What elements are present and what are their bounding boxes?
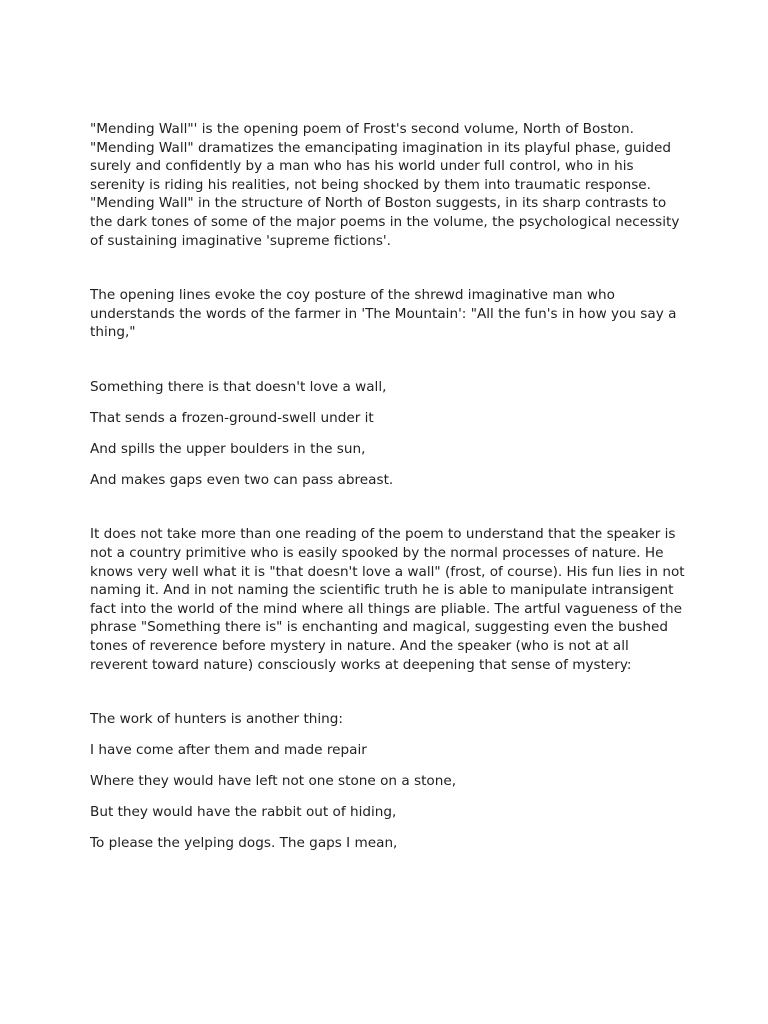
document-page: [90, 120, 690, 853]
poem-line: That sends a frozen-ground-swell under it: [90, 409, 374, 426]
spacer: [90, 250, 690, 286]
paragraph-analysis: It does not take more than one reading of the poem to understand that the speaker is not a country primitive who is easily spooked by the normal processes of nature. He knows very well what it is "that doesn't love a wall" (frost, of course). His fun lies in not naming it. And in not naming the scientific truth he is able to manipulate intransigent fact into the world of the mind where all things are pliable. The artful vagueness of the phrase "Something there is" is enchanting and magical, suggesting even the bushed tones of reverence before mystery in nature. And the speaker (who is not at all reverent toward nature) consciously works at deepening that sense of mystery:: [90, 526, 685, 673]
poem-line: Something there is that doesn't love a wall,: [90, 378, 387, 395]
spacer: [90, 342, 690, 378]
poem-line: But they would have the rabbit out of hiding,: [90, 804, 397, 821]
spacer: [90, 760, 690, 772]
spacer: [90, 397, 690, 409]
spacer: [90, 729, 690, 741]
spacer: [90, 822, 690, 834]
poem-line: Where they would have left not one stone on a stone,: [90, 773, 457, 790]
poem-line: I have come after them and made repair: [90, 742, 367, 759]
poem-line: And makes gaps even two can pass abreast.: [90, 471, 394, 488]
paragraph-intro: "Mending Wall"' is the opening poem of Frost's second volume, North of Boston. "Mending Wall" dramatizes the emancipating imagination in its playful phase, guided surely and confidently by a man who has his world under full control, who in his serenity is riding his realities, not being shocked by them into traumatic response. "Mending Wall" in the structure of North of Boston suggests, in its sharp contrasts to the dark tones of some of the major poems in the volume, the psychological necessity of sustaining imaginative 'supreme fictions'.: [90, 121, 680, 249]
poem-line: And spills the upper boulders in the sun,: [90, 440, 366, 457]
poem-excerpt-1: [90, 378, 690, 490]
paragraph-opening-lines: The opening lines evoke the coy posture of the shrewd imaginative man who understands the words of the farmer in 'The Mountain': "All the fun's in how you say a thing,": [90, 287, 677, 341]
spacer: [90, 791, 690, 803]
poem-line: To please the yelping dogs. The gaps I mean,: [90, 835, 398, 852]
spacer: [90, 674, 690, 710]
poem-line: The work of hunters is another thing:: [90, 711, 343, 728]
spacer: [90, 428, 690, 440]
poem-excerpt-2: [90, 710, 690, 853]
spacer: [90, 459, 690, 471]
spacer: [90, 489, 690, 525]
